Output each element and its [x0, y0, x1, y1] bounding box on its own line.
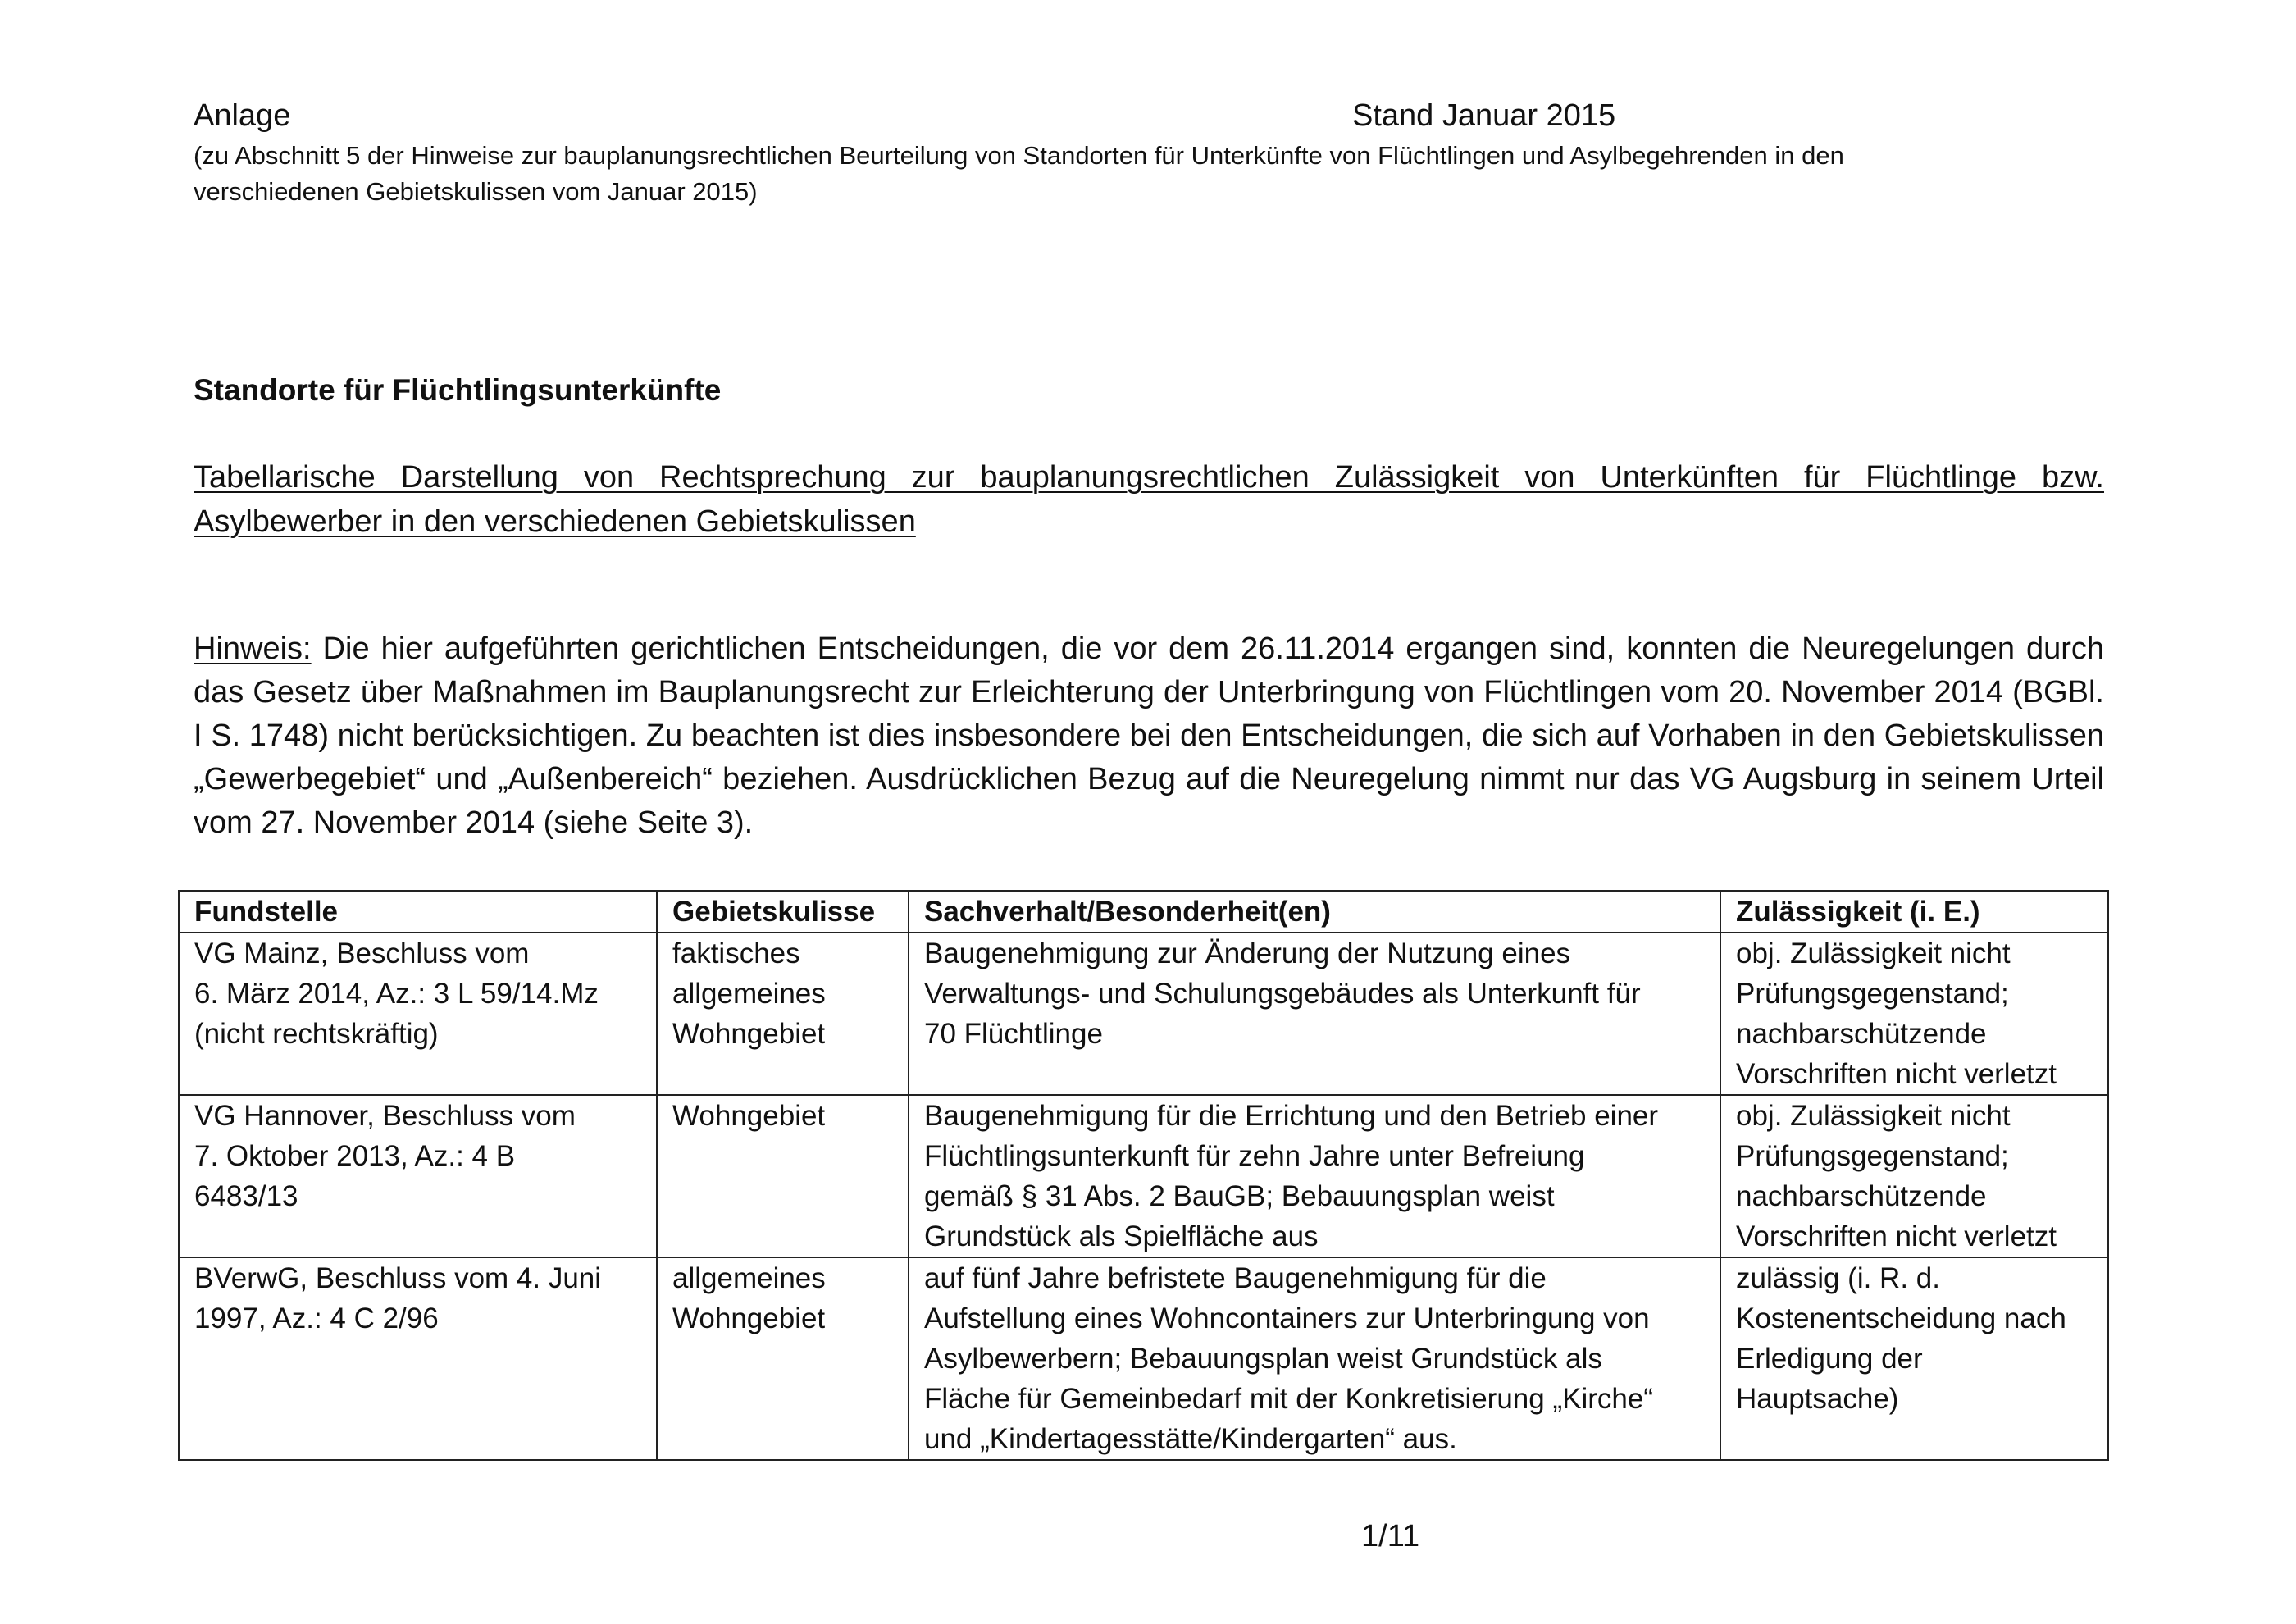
page-header [194, 93, 2104, 139]
column-header-gebietskulisse: Gebietskulisse [657, 891, 909, 933]
header-reference-note [194, 138, 2104, 210]
cell-line: Prüfungsgegenstand; [1736, 1140, 2009, 1172]
cell-line: 6. März 2014, Az.: 3 L 59/14.Mz [194, 978, 599, 1010]
cell-line: BVerwG, Beschluss vom 4. Juni [194, 1262, 602, 1294]
cell-line: VG Hannover, Beschluss vom [194, 1100, 576, 1132]
cell-line: zulässig (i. R. d. [1736, 1262, 1940, 1294]
cell-sachverhalt [909, 933, 1720, 1095]
cell-line: obj. Zulässigkeit nicht [1736, 1100, 2011, 1132]
cell-line: Grundstück als Spielfläche aus [924, 1220, 1319, 1252]
cell-gebietskulisse [657, 1095, 909, 1257]
document-subtitle: Tabellarische Darstellung von Rechtsprechung zur bauplanungsrechtlichen Zulässigkeit von Unterkünften für Flüchtlinge bzw. Asylbewerber in den verschiedenen Gebietskulissen [194, 460, 2104, 539]
table-header-row [179, 891, 2108, 933]
cell-line: Baugenehmigung für die Errichtung und den Betrieb einer [924, 1100, 1659, 1132]
rulings-table [178, 890, 2109, 1461]
notice-paragraph [194, 627, 2104, 845]
cell-line: Vorschriften nicht verletzt [1736, 1220, 2057, 1252]
column-header-sachverhalt: Sachverhalt/Besonderheit(en) [909, 891, 1720, 933]
cell-sachverhalt [909, 1095, 1720, 1257]
cell-line: Prüfungsgegenstand; [1736, 978, 2009, 1010]
cell-line: allgemeines [672, 978, 826, 1010]
cell-line: obj. Zulässigkeit nicht [1736, 937, 2011, 969]
cell-line: Wohngebiet [672, 1100, 826, 1132]
cell-line: 70 Flüchtlinge [924, 1018, 1103, 1050]
cell-zulaessigkeit [1720, 933, 2108, 1095]
cell-line: Vorschriften nicht verletzt [1736, 1058, 2057, 1090]
cell-line: (nicht rechtskräftig) [194, 1018, 439, 1050]
cell-line: Baugenehmigung zur Änderung der Nutzung eines [924, 937, 1571, 969]
cell-line: Wohngebiet [672, 1302, 826, 1334]
cell-zulaessigkeit [1720, 1095, 2108, 1257]
table-row [179, 1095, 2108, 1257]
cell-fundstelle [179, 933, 657, 1095]
notice-label: Hinweis: [194, 632, 312, 666]
cell-line: Aufstellung eines Wohncontainers zur Unterbringung von [924, 1302, 1650, 1334]
cell-line: allgemeines [672, 1262, 826, 1294]
cell-line: VG Mainz, Beschluss vom [194, 937, 530, 969]
cell-line: Hauptsache) [1736, 1383, 1899, 1415]
cell-fundstelle [179, 1095, 657, 1257]
table-row [179, 1257, 2108, 1460]
cell-line: auf fünf Jahre befristete Baugenehmigung für die [924, 1262, 1547, 1294]
cell-line: 1997, Az.: 4 C 2/96 [194, 1302, 439, 1334]
cell-gebietskulisse [657, 1257, 909, 1460]
cell-line: Wohngebiet [672, 1018, 826, 1050]
cell-line: Kostenentscheidung nach [1736, 1302, 2066, 1334]
header-date: Stand Januar 2015 [1352, 98, 1616, 133]
cell-sachverhalt [909, 1257, 1720, 1460]
cell-line: nachbarschützende [1736, 1018, 1987, 1050]
cell-line: 6483/13 [194, 1180, 298, 1212]
header-annex-label: Anlage [194, 98, 291, 133]
table-row [179, 933, 2108, 1095]
document-title: Standorte für Flüchtlingsunterkünfte [194, 373, 722, 407]
cell-zulaessigkeit [1720, 1257, 2108, 1460]
cell-line: gemäß § 31 Abs. 2 BauGB; Bebauungsplan weist [924, 1180, 1555, 1212]
header-note-line: verschiedenen Gebietskulissen vom Januar 2015) [194, 177, 758, 206]
cell-gebietskulisse [657, 933, 909, 1095]
page-number: 1/11 [1361, 1519, 1420, 1553]
cell-line: und „Kindertagesstätte/Kindergarten“ aus. [924, 1423, 1457, 1455]
cell-fundstelle [179, 1257, 657, 1460]
column-header-zulaessigkeit: Zulässigkeit (i. E.) [1720, 891, 2108, 933]
notice-text: Die hier aufgeführten gerichtlichen Entscheidungen, die vor dem 26.11.2014 ergangen sind, konnten die Neuregelungen durch das Gesetz über Maßnahmen im Bauplanungsrecht zur Erleichterung der Unterbringung von Flüchtlingen vom 20. November 2014 (BGBl. I S. 1748) nicht berücksichtigen. Zu beachten ist dies insbesondere bei den Entscheidungen, die sich auf Vorhaben in den Gebietskulissen „Gewerbegebiet“ und „Außenbereich“ beziehen. Ausdrücklichen Bezug auf die Neuregelung nimmt nur das VG Augsburg in seinem Urteil vom 27. November 2014 (siehe Seite 3). [194, 632, 2104, 840]
column-header-fundstelle: Fundstelle [179, 891, 657, 933]
cell-line: 7. Oktober 2013, Az.: 4 B [194, 1140, 516, 1172]
header-note-line: (zu Abschnitt 5 der Hinweise zur bauplanungsrechtlichen Beurteilung von Standorten für Unterkünfte von Flüchtlingen und Asylbegehrenden in den [194, 141, 1844, 170]
cell-line: Flüchtlingsunterkunft für zehn Jahre unter Befreiung [924, 1140, 1585, 1172]
cell-line: nachbarschützende [1736, 1180, 1987, 1212]
cell-line: Asylbewerbern; Bebauungsplan weist Grundstück als [924, 1343, 1602, 1375]
cell-line: Verwaltungs- und Schulungsgebäudes als Unterkunft für [924, 978, 1641, 1010]
cell-line: Fläche für Gemeinbedarf mit der Konkretisierung „Kirche“ [924, 1383, 1653, 1415]
cell-line: Erledigung der [1736, 1343, 1923, 1375]
cell-line: faktisches [672, 937, 800, 969]
